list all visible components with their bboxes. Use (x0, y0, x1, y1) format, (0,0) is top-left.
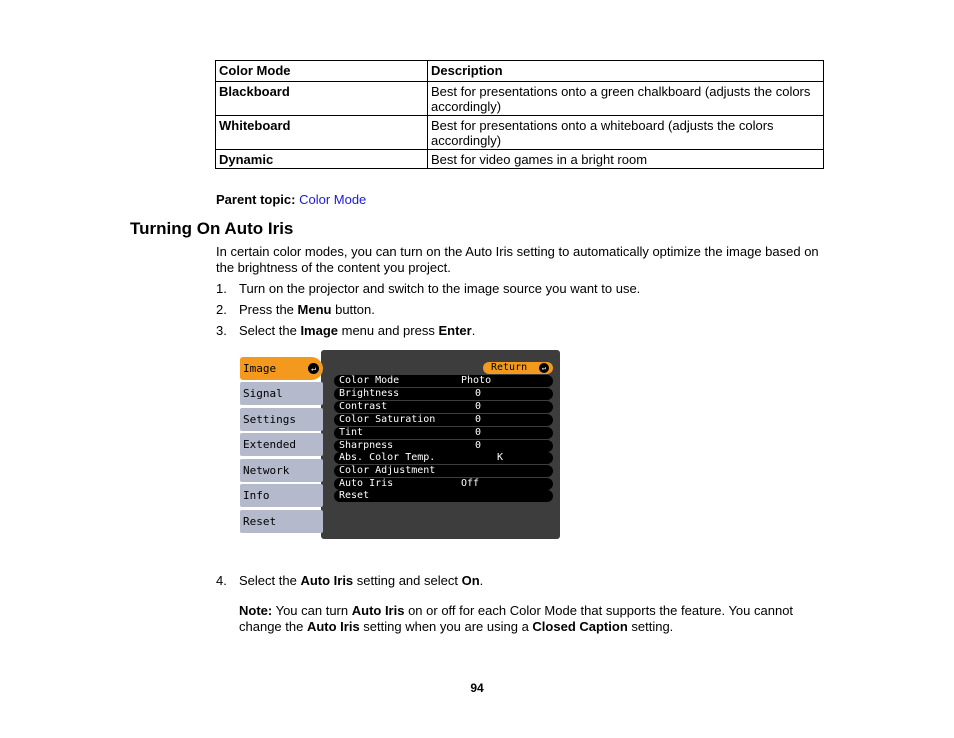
menu-row-sharpness (334, 440, 553, 452)
menu-row-value: 0 (475, 388, 482, 399)
table-cell-description: Best for video games in a bright room (428, 150, 824, 169)
menu-tab-network: Network (240, 459, 323, 482)
menu-row-label: Sharpness (339, 440, 394, 451)
table-cell-description: Best for presentations onto a whiteboard (adjusts the colors accordingly) (428, 116, 824, 150)
step-text-bold: Auto Iris (300, 573, 354, 588)
menu-tab-settings: Settings (240, 408, 323, 431)
step-text (239, 573, 483, 588)
table-header-row (216, 61, 824, 82)
step-text-part: button. (331, 302, 375, 317)
note-bold: Auto Iris (306, 618, 360, 634)
menu-tab-reset: Reset (240, 510, 323, 533)
step-text (239, 323, 475, 338)
return-label: Return (491, 362, 528, 373)
note-bold: Closed Caption (532, 618, 628, 634)
enter-icon: ↵ (539, 363, 549, 373)
color-mode-table (215, 60, 824, 169)
menu-row-color-mode (334, 375, 553, 387)
menu-tab-extended: Extended (240, 433, 323, 456)
menu-row-contrast (334, 401, 553, 413)
step-number: 2. (216, 302, 227, 317)
menu-tab-info: Info (240, 484, 323, 507)
menu-row-label: Color Mode (339, 375, 400, 386)
table-cell-mode: Whiteboard (216, 116, 428, 150)
step-text-bold: Image (300, 323, 339, 338)
table-cell-mode: Blackboard (216, 82, 428, 116)
note-paragraph (239, 603, 824, 634)
step-number: 3. (216, 323, 227, 338)
menu-row-value: 0 (475, 427, 482, 438)
table-cell-description: Best for presentations onto a green chalkboard (adjusts the colors accordingly) (428, 82, 824, 116)
menu-tab-label: Image (243, 362, 277, 375)
menu-row-label: Auto Iris (339, 478, 394, 489)
step-text-part: . (479, 573, 484, 588)
menu-row-label: Color Adjustment (339, 465, 436, 476)
step-number: 1. (216, 281, 227, 296)
intro-paragraph: In certain color modes, you can turn on the Auto Iris setting to automatically optimize the image based on the brightness of the content you project. (216, 244, 819, 275)
menu-row-label: Color Saturation (339, 414, 436, 425)
step-text-bold: Menu (297, 302, 332, 317)
note-text: setting. (627, 618, 674, 634)
menu-row-brightness (334, 388, 553, 400)
table-row (216, 150, 824, 169)
menu-row-tint (334, 427, 553, 439)
step-text-part: . (471, 323, 476, 338)
enter-icon: ↵ (308, 363, 319, 374)
parent-topic-link[interactable]: Color Mode (299, 192, 367, 207)
step-text-part: Select the (239, 323, 301, 338)
projector-menu-screenshot (238, 350, 561, 540)
menu-row-auto-iris (334, 478, 553, 490)
menu-row-label: Contrast (339, 401, 388, 412)
note-text: You can turn (272, 603, 352, 618)
menu-row-value: Off (461, 478, 480, 489)
menu-row-value: K (497, 452, 504, 463)
step-text (239, 302, 375, 317)
menu-row-abs-color-temp (334, 452, 553, 464)
menu-row-color-saturation (334, 414, 553, 426)
table-row (216, 82, 824, 116)
menu-row-label: Tint (339, 427, 364, 438)
menu-row-color-adjustment (334, 465, 553, 477)
menu-row-reset (334, 490, 553, 502)
menu-tab-signal: Signal (240, 382, 323, 405)
note-bold: Auto Iris (351, 603, 405, 618)
step-text-part: setting and select (353, 573, 462, 588)
note-text: on or off for each Color Mode that supports the feature. You cannot change the (239, 603, 794, 634)
step-text-part: Select the (239, 573, 301, 588)
menu-row-value: 0 (475, 401, 482, 412)
menu-row-label: Brightness (339, 388, 400, 399)
table-header-description: Description (428, 61, 824, 82)
step-text: Turn on the projector and switch to the image source you want to use. (239, 281, 641, 296)
step-number: 4. (216, 573, 227, 588)
menu-row-value: Photo (461, 375, 492, 386)
parent-topic (216, 192, 366, 207)
page-number: 94 (470, 681, 484, 695)
table-row (216, 116, 824, 150)
step-text-part: Press the (239, 302, 298, 317)
menu-tab-image (240, 357, 323, 380)
step-text-bold: On (461, 573, 480, 588)
note-label: Note: (239, 603, 273, 618)
step-text-part: menu and press (338, 323, 439, 338)
menu-row-value: 0 (475, 440, 482, 451)
return-button (483, 362, 553, 374)
step-text-bold: Enter (438, 323, 472, 338)
note-text: setting when you are using a (359, 618, 533, 634)
section-title: Turning On Auto Iris (130, 219, 294, 238)
menu-row-value: 0 (475, 414, 482, 425)
parent-topic-label: Parent topic: (216, 192, 296, 207)
table-header-color-mode: Color Mode (216, 61, 428, 82)
menu-row-label: Abs. Color Temp. (339, 452, 436, 463)
menu-row-label: Reset (339, 490, 370, 501)
table-cell-mode: Dynamic (216, 150, 428, 169)
